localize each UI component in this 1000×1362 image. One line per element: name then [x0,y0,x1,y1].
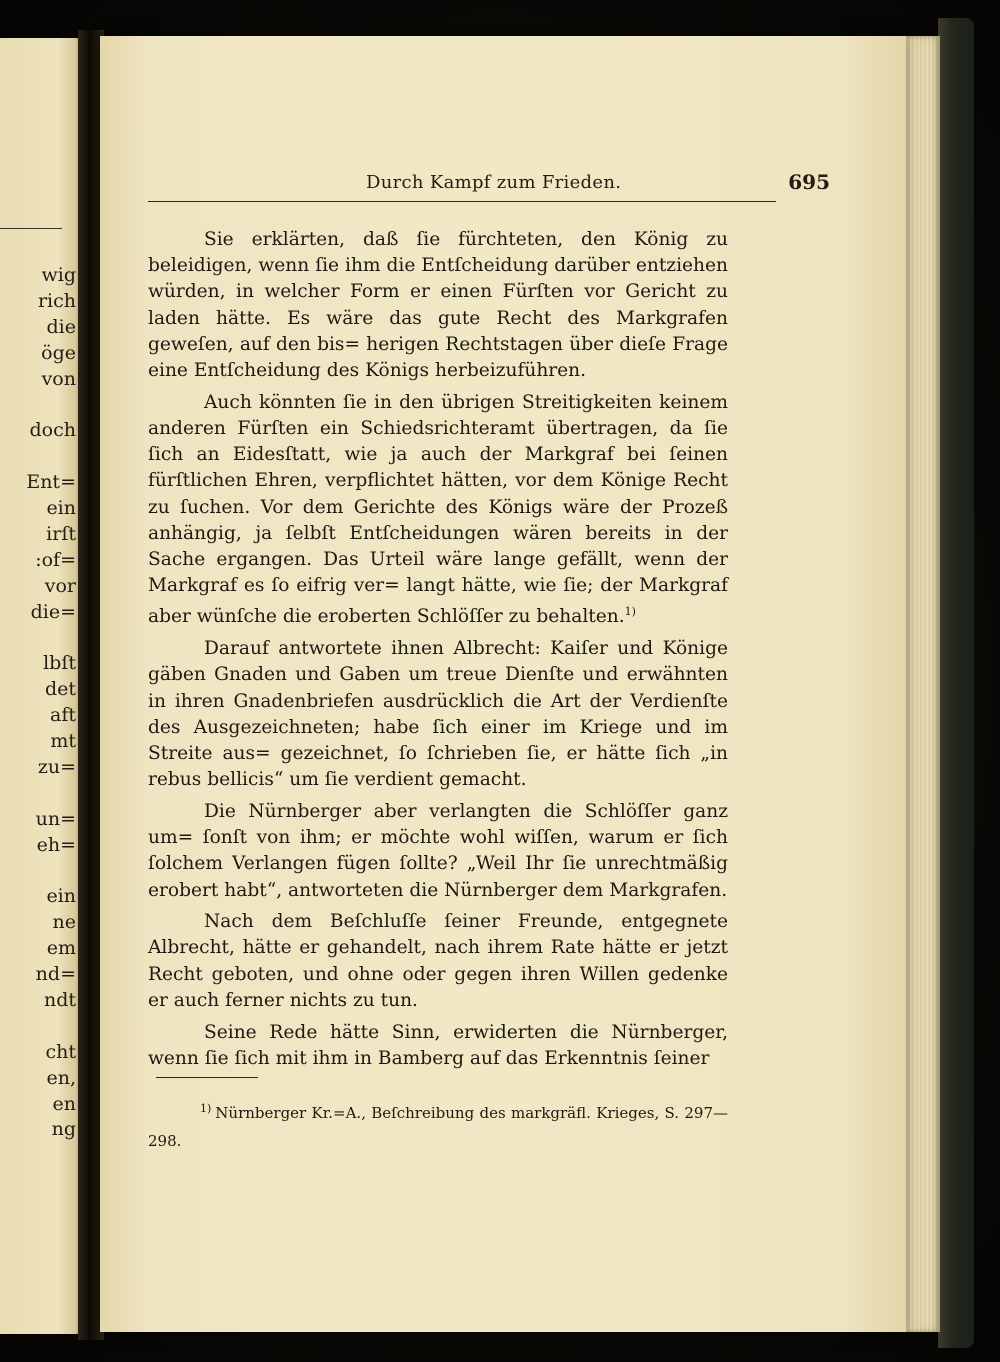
left-page-line: cht [45,1040,76,1063]
left-page-line: en, [46,1066,76,1089]
left-page-line: wig [41,264,76,286]
footnote-rule [156,1077,258,1078]
footnote-text: Nürnberger Kr.=A., Beſchreibung des markgräfl. Krieges, S. 297—298. [148,1104,728,1150]
running-title: Durch Kampf zum Frieden. [366,172,622,193]
footnote-mark: 1) [200,1102,212,1115]
left-page-line: doch [29,419,76,442]
left-page-line: die [46,315,76,338]
body-text [148,227,728,1077]
left-page-line: en [52,1092,76,1115]
page-number: 695 [788,170,830,194]
left-page-line: von [41,367,76,390]
left-page-line: zu= [37,755,76,778]
left-page-line: un= [35,807,76,830]
left-page-line [2,1014,76,1040]
left-page-line: em [46,937,76,960]
left-page-line: ein [46,497,76,520]
left-page-line: ng [51,1118,76,1141]
left-page-line: :of= [35,548,76,571]
footnote-reference: 1) [624,605,636,619]
page-stack-edge [902,36,940,1332]
left-page-line: die= [30,600,76,623]
left-page-line: nd= [35,963,76,986]
left-page-line: ne [52,911,76,934]
left-page-fragment [0,38,82,1334]
left-page-line: mt [50,730,76,753]
left-page-line: lbſt [43,652,76,675]
page-695 [100,36,906,1332]
left-page-line: rich [37,289,76,312]
left-page-line: aft [50,704,76,727]
left-page-line: irſt [46,522,76,545]
left-page-line [2,392,76,418]
left-page-line: det [44,678,76,701]
page-header [148,170,830,204]
header-rule [148,201,776,202]
book-cover-edge [938,18,974,1348]
paragraph: Darauf antwortete ihnen Albrecht: Kaiſer und Könige gäben Gnaden und Gaben um treue Dienſte und erwähnten in ihren Gnadenbriefen ausdrücklich die Art der Verdienſte des Ausgezeichneten; habe ſich einer im Kriege und im Streite aus= gezeichnet, ſo ſchrieben ſie, er hätte ſich „in rebus bellicis“ um ſie verdient gemacht. [148,638,728,791]
left-page-line: vor [44,574,76,597]
left-page-line [2,625,76,651]
paragraph-text: Auch könnten ſie in den übrigen Streitigkeiten keinem anderen Fürſten ein Schiedsrichteramt übertragen, da ſie ſich an Eidesſtatt, wie ja auch der Markgraf bei ſeinen fürſtlichen Ehren, verpflichtet hätten, vor dem Könige Recht zu ſuchen. Vor dem Gerichte des Königs wäre der Prozeß anhängig, ja ſelbſt Entſcheidungen wären bereits in der Sache ergangen. Das Urteil wäre lange gefällt, wenn der Markgraf es ſo eifrig ver= langt hätte, wie ſie; der Markgraf aber wünſche die eroberten Schlöſſer zu behalten. [148,391,728,628]
left-page-line [2,444,76,470]
left-page-line: Ent= [26,471,76,494]
paragraph: Sie erklärten, daß ſie fürchteten, den König zu beleidigen, wenn ſie ihm die Entſcheidung darüber entziehen würden, in welcher Form er einen Fürſten vor Gericht zu laden hätte. Es wäre das gute Recht des Markgrafen geweſen, auf den bis= herigen Rechtstagen über dieſe Frage eine Entſcheidung des Königs herbeizuführen. [148,229,728,382]
left-page-line [2,781,76,807]
left-page-line: öge [41,341,76,364]
left-page-line: ein [46,885,76,908]
left-page-text [2,263,76,1143]
paragraph [148,390,728,631]
left-page-line: ndt [43,988,76,1011]
paragraph: Nach dem Beſchluſſe ſeiner Freunde, entgegnete Albrecht, hätte er gehandelt, nach ihrem Rate hätte er jetzt Recht geboten, und ohne oder gegen ihren Willen gedenke er auch ferner nichts zu tun. [148,911,728,1011]
footnote [148,1095,728,1155]
paragraph: Die Nürnberger aber verlangten die Schlöſſer ganz um= ſonſt von ihm; er möchte wohl wiſſen, warum er ſich ſolchem Verlangen fügen ſollte? „Weil Ihr ſie unrechtmäßig erobert habt“, antworteten die Nürnberger dem Markgrafen. [148,800,728,901]
left-page-line: eh= [36,833,76,856]
left-header-rule [0,228,62,229]
left-page-line [2,858,76,884]
paragraph: Seine Rede hätte Sinn, erwiderten die Nürnberger, wenn ſie ſich mit ihm in Bamberg auf das Erkenntnis ſeiner [148,1021,728,1069]
